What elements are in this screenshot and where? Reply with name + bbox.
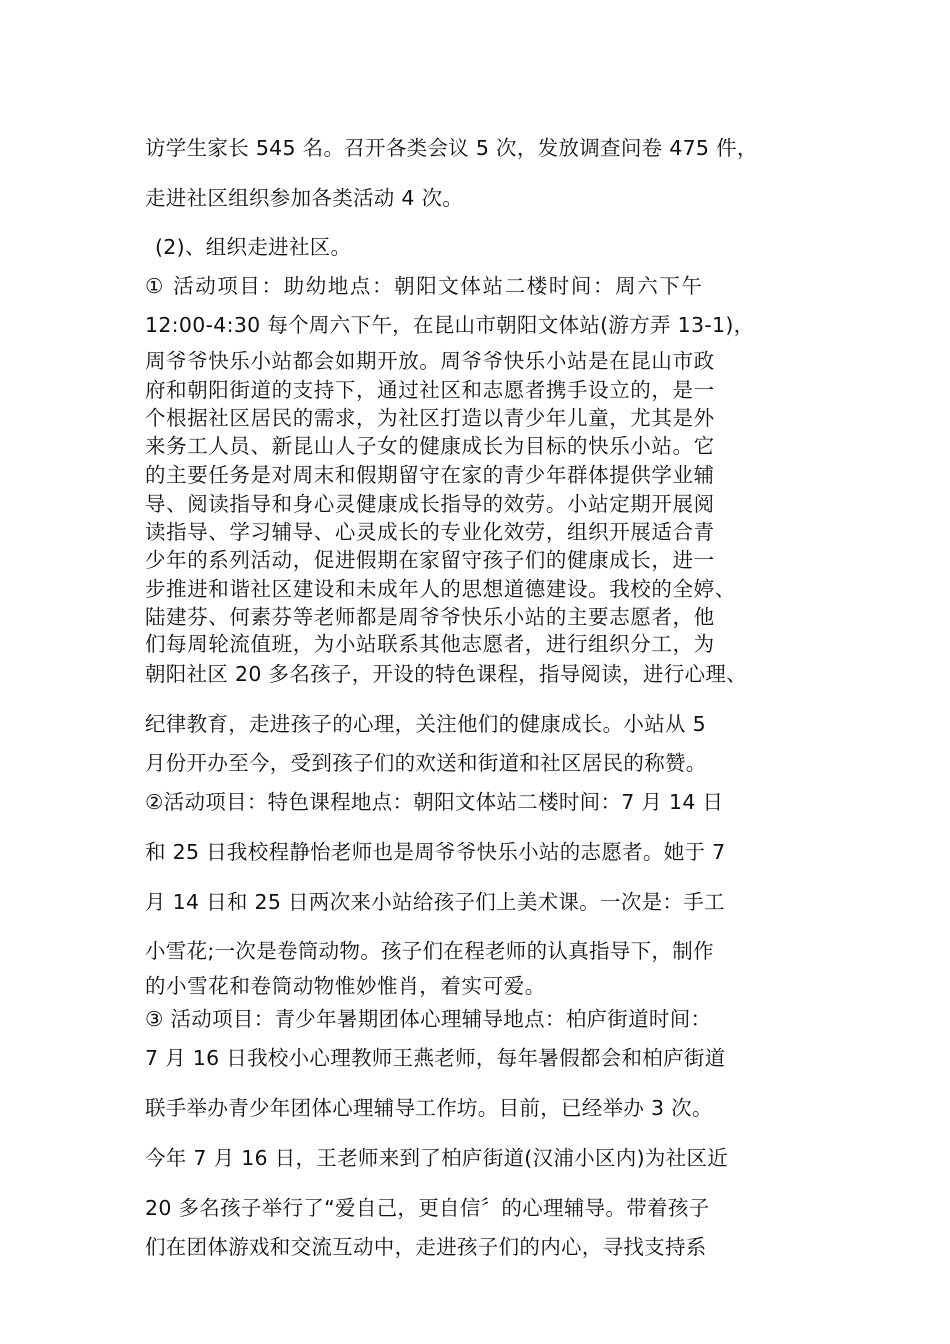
text-line: 周爷爷快乐小站都会如期开放。周爷爷快乐小站是在昆山市政 [145,349,715,373]
text-line: 12:00-4:30 每个周六下午，在昆山市朝阳文体站(游方弄 13-1)， [145,313,755,337]
text-line: 导、阅读指导和身心灵健康成长指导的效劳。小站定期开展阅 [145,492,715,516]
text-line: 20 多名孩子举行了“爱自己，更自信〞的心理辅导。带着孩子 [145,1196,710,1220]
text-line: 小雪花;一次是卷筒动物。孩子们在程老师的认真指导下，制作 [145,939,714,963]
text-line: ① 活动项目：助幼地点：朝阳文体站二楼时间：周六下午 [145,274,704,298]
text-line: 和 25 日我校程静怡老师也是周爷爷快乐小站的志愿者。她于 7 [145,840,726,864]
text-line: 个根据社区居民的需求，为社区打造以青少年儿童，尤其是外 [145,406,715,430]
text-line: 少年的系列活动，促进假期在家留守孩子们的健康成长，进一 [145,548,715,572]
text-line: 纪律教育，走进孩子的心理，关注他们的健康成长。小站从 5 [145,712,706,736]
text-line: 陆建芬、何素芬等老师都是周爷爷快乐小站的主要志愿者，他 [145,605,715,629]
text-line: ②活动项目：特色课程地点：朝阳文体站二楼时间：7 月 14 日 [145,790,724,814]
text-line: 来务工人员、新昆山人子女的健康成长为目标的快乐小站。它 [145,434,715,458]
text-line: 走进社区组织参加各类活动 4 次。 [145,186,464,210]
text-line: 月份开办至今，受到孩子们的欢送和街道和社区居民的称赞。 [145,751,707,775]
text-line: 访学生家长 545 名。召开各类会议 5 次，发放调查问卷 475 件， [145,136,758,160]
text-line: 的小雪花和卷筒动物惟妙惟肖，着实可爱。 [145,974,546,998]
text-line: 府和朝阳街道的支持下，通过社区和志愿者携手设立的，是一 [145,378,715,402]
text-line: 月 14 日和 25 日两次来小站给孩子们上美术课。一次是：手工 [145,890,725,914]
text-line: 们每周轮流值班，为小站联系其他志愿者，进行组织分工，为 [145,632,715,656]
text-line: 联手举办青少年团体心理辅导工作坊。目前，已经举办 3 次。 [145,1096,713,1120]
text-line: 的主要任务是对周末和假期留守在家的青少年群体提供学业辅 [145,463,715,487]
text-line: 读指导、学习辅导、心灵成长的专业化效劳，组织开展适合青 [145,520,715,544]
text-line: 们在团体游戏和交流互动中，走进孩子们的内心，寻找支持系 [145,1235,707,1259]
text-line: 7 月 16 日我校小心理教师王燕老师，每年暑假都会和柏庐街道 [145,1046,726,1070]
text-line: ③ 活动项目：青少年暑期团体心理辅导地点：柏庐街道时间： [145,1007,712,1031]
section-heading: (2)、组织走进社区。 [155,235,352,259]
text-line: 朝阳社区 20 多名孩子，开设的特色课程，指导阅读，进行心理、 [145,662,747,686]
text-line: 步推进和谐社区建设和未成年人的思想道德建设。我校的全婷、 [145,577,736,601]
text-line: 今年 7 月 16 日，王老师来到了柏庐街道(汉浦小区内)为社区近 [145,1146,729,1170]
